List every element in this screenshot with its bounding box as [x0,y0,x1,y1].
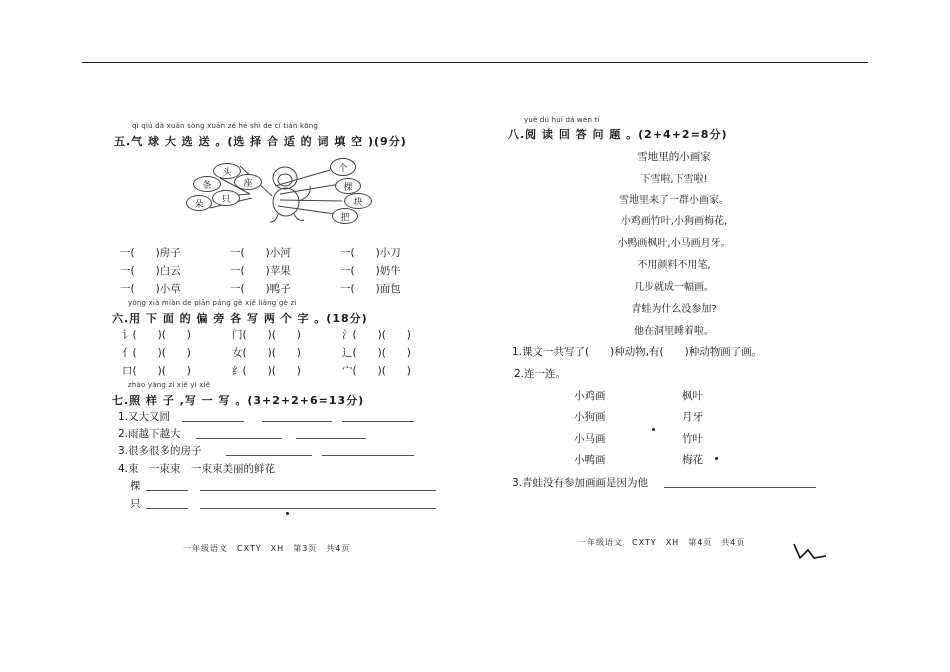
s5-r2c1: 一( )白云 [120,265,181,277]
answer-line [296,438,366,439]
speck [652,428,655,431]
s8-pinyin: yuè dú huí dá wèn tí [524,116,600,124]
s7-item-3: 3.很多很多的房子 [118,445,202,457]
left-footer: 一年级语文 CXTY XH 第3页 共4页 [183,544,351,553]
s8-title: 八.阅 读 回 答 问 题 。(2+4+2=8分) [508,128,728,141]
answer-line [146,490,188,491]
poem-line-7: 青蛙为什么没参加? [631,304,717,315]
answer-line [182,421,244,422]
balloon-kuai: 块 [344,193,372,209]
s6-r1c1: 讠( )( ) [122,329,191,341]
match-left-4: 小鸭画 [574,454,606,466]
s5-r1c2: 一( )小河 [230,247,291,259]
poem-line-2: 雪地里来了一群小画家。 [619,195,729,206]
poem-title: 雪地里的小画家 [637,151,711,163]
s5-title: 五.气 球 大 选 送 。(选 择 合 适 的 词 填 空 )(9分) [114,135,407,148]
s5-pinyin: qì qiú dà xuǎn sòng xuǎn zé hé shì de cí tián kōng [132,122,318,130]
q3: 3.青蛙没有参加画画是因为他 [512,477,649,489]
poem-line-1: 下雪啦,下雪啦! [640,174,708,185]
s7-item-1: 1.又大又圆 [118,411,171,423]
s7-pinyin: zhào yàng zi xiě yi xiě [128,381,211,389]
answer-line [262,421,332,422]
match-right-4: 梅花 [682,454,703,466]
answer-line [342,421,414,422]
answer-line [664,487,816,488]
answer-line [322,455,414,456]
balloon-duo: 朵 [186,195,212,211]
s6-r2c3: 辶( )( ) [342,347,411,359]
balloon-ba: 把 [332,208,358,224]
q1: 1.课文一共写了( )种动物,有( )种动物画了画。 [512,346,763,358]
s6-r3c2: 纟( )( ) [232,365,301,377]
answer-line [226,455,312,456]
balloon-ke: 棵 [335,178,361,194]
match-right-2: 月牙 [682,411,703,423]
speck [715,457,718,460]
speck [286,512,289,515]
balloon-tiao: 条 [193,176,221,192]
s6-r1c3: 氵( )( ) [342,329,411,341]
balloon-zuo: 座 [234,174,262,190]
pen-scribble [790,538,830,564]
match-right-1: 枫叶 [682,390,703,402]
balloon-ge: 个 [330,158,356,176]
balloon-tou: 头 [213,163,241,179]
s5-r2c3: 一( )奶牛 [340,265,401,277]
answer-line [196,438,282,439]
poem-line-8: 他在洞里睡着啦。 [634,326,714,337]
balloon-zhi: 只 [212,190,240,206]
s6-r2c2: 女( )( ) [232,347,301,359]
answer-line [146,508,188,509]
match-left-1: 小鸡画 [574,390,606,402]
s5-r2c2: 一( )苹果 [230,265,291,277]
poem-line-4: 小鸭画枫叶,小马画月牙。 [617,238,731,249]
top-rule [82,62,868,63]
match-left-3: 小马画 [574,433,606,445]
answer-line [200,508,436,509]
s7-title: 七.照 样 子 ,写 一 写 。(3+2+2+6=13分) [112,394,365,407]
s6-pinyin: yòng xià miàn de piān páng gè xiě liǎng gè zì [128,299,297,307]
q2: 2.连一连。 [514,368,567,380]
poem-line-6: 几步就成一幅画。 [634,282,714,293]
s6-title: 六.用 下 面 的 偏 旁 各 写 两 个 字 。(18分) [112,312,368,325]
s7-item-2: 2.雨越下越大 [118,428,181,440]
s7-sub-ke: 棵 [130,480,141,492]
match-right-3: 竹叶 [682,433,703,445]
s7-item-4: 4.束 一束束 一束束美丽的鲜花 [118,463,276,475]
s5-r1c3: 一( )小刀 [340,247,401,259]
s5-r3c1: 一( )小草 [120,283,181,295]
s5-r3c3: 一( )面包 [340,283,401,295]
right-footer: 一年级语文 CXTY XH 第4页 共4页 [578,538,746,547]
poem-line-5: 不用颜料不用笔, [637,260,711,271]
s7-sub-zhi: 只 [130,498,141,510]
s6-r2c1: 亻( )( ) [122,347,191,359]
answer-line [200,490,436,491]
s6-r3c3: 宀( )( ) [342,365,411,377]
s6-r3c1: 口( )( ) [122,365,191,377]
s5-r3c2: 一( )鸭子 [230,283,291,295]
s5-r1c1: 一( )房子 [120,247,181,259]
s6-r1c2: 门( )( ) [232,329,301,341]
poem-line-3: 小鸡画竹叶,小狗画梅花, [620,216,728,227]
match-left-2: 小狗画 [574,411,606,423]
